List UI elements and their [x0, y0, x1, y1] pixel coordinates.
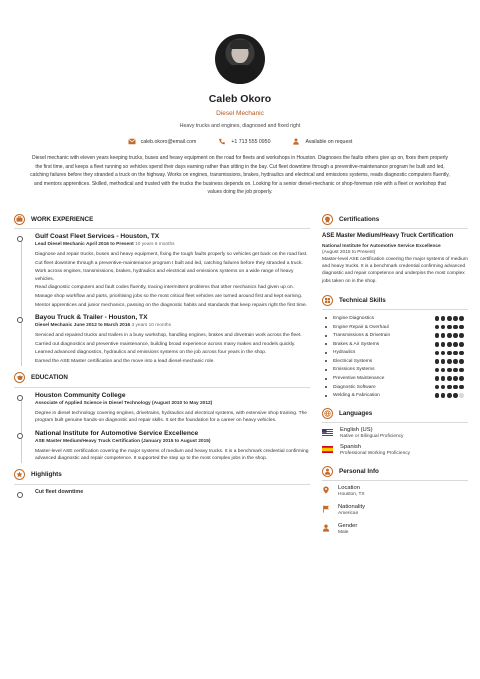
rating-dot [435, 376, 440, 381]
phone-icon [218, 138, 226, 145]
certification-item [322, 233, 468, 285]
bullet-icon [325, 343, 327, 345]
rating-dot [453, 368, 458, 373]
skill-name: Preventive Maintenance [333, 376, 385, 382]
timeline-dot [17, 433, 23, 439]
bullet-icon [325, 369, 327, 371]
certification-issuer: National Institute for Automotive Service Excellence [322, 243, 441, 249]
languages-title: Languages [339, 409, 373, 417]
timeline-dot [17, 236, 23, 242]
personal-label: Nationality [338, 504, 366, 511]
skill-name: Hydraulics [333, 350, 356, 356]
skill-item [322, 331, 468, 340]
job-title: Gulf Coast Fleet Services - Houston, TX [35, 233, 160, 240]
section-divider [322, 480, 468, 481]
job-bullet: Mentor apprentices and junior mechanics, passing on the diagnostic habits and standards that keep repairs right the first time. [35, 302, 308, 308]
profile-summary: Diesel mechanic with eleven years keeping trucks, buses and heavy equipment on the road for fleets and workshops in Houston. Diagnoses the faults others give up on, fixes them properly the first time, and keeps a fleet running so vehicles spend their days earning rather than sitting in the bay. Cut fleet downtime through a preventive-maintenance program he built and led, catching failures before they stranded a truck on the highway. Works on engines, transmissions, brakes, hydraulics and electrical and emissions systems, reads diagnostic computers fluently, and mentors apprentices. Skilled, methodical and trusted with the trucks the business depends on. Looking for a senior diesel-mechanic or shop-foreman role with a fleet or workshop that values doing the job properly. [30, 155, 450, 196]
skill-rating [435, 385, 464, 390]
timeline-dot [17, 492, 23, 498]
rating-dot [459, 359, 464, 364]
skill-name: Engine Repair & Overhaul [333, 324, 389, 330]
highlights-list [14, 489, 310, 495]
rating-dot [453, 351, 458, 356]
candidate-name: Caleb Okoro [208, 93, 272, 105]
highlights-heading [14, 468, 310, 482]
contact-availability [292, 138, 352, 145]
rating-dot [441, 333, 446, 338]
personal-heading [322, 464, 468, 478]
job-description [35, 251, 310, 309]
highlight-text: Cut fleet downtime [35, 488, 84, 495]
profile-photo [215, 34, 265, 84]
skill-name: Diagnostic Software [333, 384, 376, 390]
skills-title: Technical Skills [339, 296, 386, 304]
skill-item [322, 340, 468, 349]
skill-item [322, 323, 468, 332]
personal-value: Male [338, 530, 349, 536]
skill-name: Engine Diagnostics [333, 315, 375, 321]
job-position: Diesel Mechanic June 2012 to March 2016 3 years 10 months [35, 323, 171, 329]
job-duration: 3 years 10 months [131, 323, 171, 329]
language-name: Spanish [340, 444, 361, 451]
bullet-icon [325, 386, 327, 388]
rating-dot [453, 359, 458, 364]
skill-rating [435, 351, 464, 356]
bullet-icon [325, 395, 327, 397]
language-name: English (US) [340, 427, 373, 434]
star-icon [14, 469, 25, 480]
job-bullet: Work across engines, transmissions, brakes, hydraulics and electrical and emissions systems on a wide range of heavy vehicles. [35, 269, 294, 282]
rating-dot [453, 342, 458, 347]
rating-dot [441, 325, 446, 330]
section-divider [322, 228, 468, 229]
certifications-title: Certifications [339, 215, 380, 223]
skill-rating [435, 359, 464, 364]
rating-dot [447, 351, 452, 356]
degree: ASE Master Medium/Heavy Truck Certification (January 2015 to August 2015) [35, 438, 211, 444]
skill-item [322, 391, 468, 400]
candidate-tagline: Heavy trucks and engines, diagnosed and fixed right [179, 123, 301, 129]
timeline-dot [17, 395, 23, 401]
school-name: National Institute for Automotive Service Excellence [35, 429, 199, 437]
rating-dot [447, 393, 452, 398]
language-item [322, 427, 468, 439]
rating-dot [441, 342, 446, 347]
email-icon [128, 138, 136, 145]
rating-dot [435, 316, 440, 321]
education-description: Degree in diesel technology covering engines, drivetrains, hydraulics and electrical systems, with extensive shop training. The program built genuine hands-on diagnostic and repair skills. It set the foundation for a career on heavy vehicles. [35, 410, 308, 424]
skill-rating [435, 376, 464, 381]
education-title: EDUCATION [31, 374, 68, 382]
bullet-icon [325, 360, 327, 362]
skills-list [322, 314, 468, 400]
us-flag-icon [322, 429, 333, 436]
rating-dot [441, 385, 446, 390]
language-item [322, 444, 468, 456]
section-divider [14, 228, 310, 229]
certifications-heading [322, 212, 468, 226]
rating-dot [435, 333, 440, 338]
rating-dot [435, 368, 440, 373]
skill-rating [435, 316, 464, 321]
job-position: Lead Diesel Mechanic April 2016 to Present 10 years 6 months [35, 242, 175, 247]
degree: Associate of Applied Science in Diesel Technology (August 2010 to May 2012) [35, 400, 213, 406]
language-level: Professional Working Proficiency [340, 451, 411, 457]
rating-dot [459, 368, 464, 373]
education-heading [14, 371, 310, 385]
rating-dot [453, 385, 458, 390]
education-timeline [14, 392, 310, 463]
experience-item [35, 314, 310, 365]
briefcase-icon [14, 214, 25, 225]
rating-dot [453, 376, 458, 381]
rating-dot [459, 342, 464, 347]
rating-dot [441, 376, 446, 381]
skill-rating [435, 325, 464, 330]
rating-dot [459, 393, 464, 398]
job-bullet: Learned advanced diagnostics, hydraulics and emissions systems on the job across four years in the shop. [35, 350, 267, 356]
skill-rating [435, 333, 464, 338]
bullet-icon [325, 326, 327, 328]
job-bullet: Earned the ASE Master certification and the move into a lead diesel-mechanic role. [35, 358, 215, 364]
skill-name: Transmissions & Drivetrain [333, 333, 391, 339]
spain-flag-icon [322, 446, 333, 453]
skill-item [322, 314, 468, 323]
flag-icon [322, 505, 330, 513]
bullet-icon [325, 317, 327, 319]
rating-dot [435, 342, 440, 347]
certification-description: Master-level ASE certification covering the major systems of medium and heavy trucks. It is a benchmark credential confirming advanced diagnostic and repair competence and underpins the most complex jobs taken on in the shop. [322, 256, 468, 284]
rating-dot [447, 333, 452, 338]
rating-dot [453, 316, 458, 321]
rating-dot [435, 359, 440, 364]
phone-text: +1 713 555 0950 [231, 138, 271, 145]
skill-name: Brakes & Air Systems [333, 341, 380, 347]
job-bullet: Manage shop workflow and parts, prioritising jobs so the most critical fleet vehicles are turned around first and kept earning. [35, 293, 303, 299]
rating-dot [459, 325, 464, 330]
availability-text: Available on request [305, 138, 353, 145]
skill-item [322, 366, 468, 375]
personal-location [322, 485, 468, 497]
language-level: Native or Bilingual Proficiency [340, 434, 404, 440]
section-divider [14, 484, 310, 485]
bullet-icon [325, 352, 327, 354]
education-item [35, 392, 310, 425]
section-divider [322, 309, 468, 310]
rating-dot [447, 325, 452, 330]
rating-dot [453, 333, 458, 338]
skill-name: Welding & Fabrication [333, 393, 380, 399]
rating-dot [459, 316, 464, 321]
timeline-dot [17, 317, 23, 323]
education-description: Master-level ASE certification covering the major systems of medium and heavy trucks. It is a benchmark credential confirming advanced diagnostic and repair competence. It supported the step up to the most complex jobs in the shop. [35, 448, 309, 462]
personal-label: Location [338, 485, 360, 492]
left-column [14, 212, 310, 500]
rating-dot [447, 385, 452, 390]
contact-bar [0, 138, 480, 145]
rating-dot [447, 359, 452, 364]
rating-dot [459, 385, 464, 390]
rating-dot [453, 325, 458, 330]
experience-timeline [14, 233, 310, 366]
wrench-icon [322, 295, 333, 306]
section-divider [322, 422, 468, 423]
skill-item [322, 383, 468, 392]
badge-icon [322, 214, 333, 225]
rating-dot [435, 393, 440, 398]
job-bullet: Cut fleet downtime through a preventive-maintenance program I built and led, catching failures before they stranded a truck. [35, 260, 303, 266]
job-description [35, 332, 310, 365]
rating-dot [447, 316, 452, 321]
job-bullet: Diagnose and repair trucks, buses and heavy equipment, fixing the tough faults properly so vehicles get back on the road fast. [35, 252, 308, 257]
languages-heading [322, 406, 468, 420]
skill-rating [435, 368, 464, 373]
skill-item [322, 374, 468, 383]
person-icon [322, 524, 330, 532]
rating-dot [435, 351, 440, 356]
skill-item [322, 349, 468, 358]
highlights-title: Highlights [31, 471, 62, 479]
job-bullet: Carried out diagnostics and preventive maintenance, building broad experience across many makes and models quickly. [35, 341, 296, 347]
contact-phone[interactable] [218, 138, 270, 145]
rating-dot [435, 385, 440, 390]
skill-rating [435, 393, 464, 398]
bullet-icon [325, 378, 327, 380]
personal-nationality [322, 504, 468, 516]
education-item [35, 430, 310, 463]
graduation-cap-icon [14, 372, 25, 383]
personal-label: Gender [338, 523, 358, 530]
section-divider [14, 387, 310, 388]
rating-dot [441, 393, 446, 398]
personal-title: Personal Info [339, 467, 379, 475]
contact-email[interactable] [128, 138, 197, 145]
rating-dot [453, 393, 458, 398]
rating-dot [441, 351, 446, 356]
personal-value: Houston, TX [338, 492, 365, 498]
rating-dot [441, 359, 446, 364]
rating-dot [441, 316, 446, 321]
skill-item [322, 357, 468, 366]
school-name: Houston Community College [35, 391, 126, 399]
rating-dot [447, 376, 452, 381]
experience-heading [14, 212, 310, 226]
skill-name: Emissions Systems [333, 367, 375, 373]
personal-value: American [338, 511, 359, 517]
job-bullet: Serviced and repaired trucks and trailers in a busy workshop, handling engines, brakes and drivetrain work across the fleet. [35, 333, 302, 339]
email-text: caleb.okoro@email.com [140, 138, 197, 145]
candidate-role: Diesel Mechanic [216, 110, 264, 117]
bullet-icon [325, 335, 327, 337]
experience-item [35, 233, 310, 309]
experience-title: WORK EXPERIENCE [31, 215, 94, 223]
rating-dot [459, 351, 464, 356]
job-title: Bayou Truck & Trailer - Houston, TX [35, 314, 148, 322]
certification-date: (August 2015 to Present) [322, 249, 376, 255]
person-icon [322, 466, 333, 477]
person-icon [292, 138, 300, 145]
rating-dot [447, 368, 452, 373]
skills-heading [322, 293, 468, 307]
certification-title: ASE Master Medium/Heavy Truck Certification [322, 233, 454, 239]
globe-icon [322, 408, 333, 419]
rating-dot [441, 368, 446, 373]
location-pin-icon [322, 486, 330, 494]
rating-dot [459, 376, 464, 381]
job-bullet: Read diagnostic computers and fault codes fluently, tracing intermittent problems that other mechanics had given up on. [35, 285, 294, 291]
right-column [322, 212, 468, 542]
personal-gender [322, 523, 468, 535]
rating-dot [447, 342, 452, 347]
highlight-item [35, 489, 310, 495]
job-duration: 10 years 6 months [135, 242, 175, 247]
rating-dot [459, 333, 464, 338]
skill-rating [435, 342, 464, 347]
rating-dot [435, 325, 440, 330]
skill-name: Electrical Systems [333, 358, 373, 364]
